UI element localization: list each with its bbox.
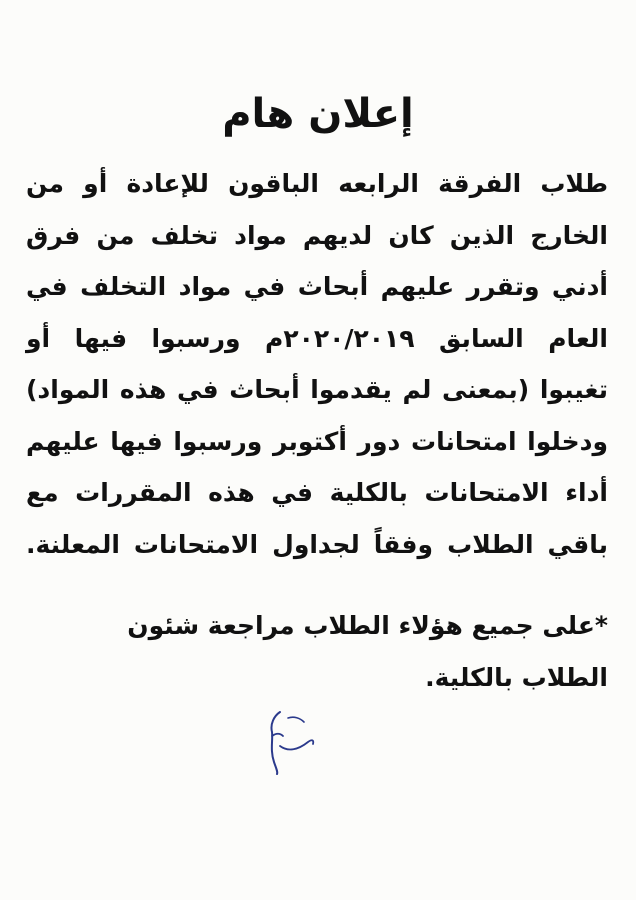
body-line: أداء الامتحانات بالكلية في هذه المقررات مع — [26, 478, 608, 507]
body-line: الخارج الذين كان لديهم مواد تخلف من فرق — [26, 220, 608, 250]
announcement-body — [26, 158, 608, 570]
note-line: *على جميع هؤلاء الطلاب مراجعة شئون — [127, 611, 608, 640]
body-line: أدني وتقرر عليهم أبحاث في مواد التخلف في — [26, 272, 608, 301]
body-line: ودخلوا امتحانات دور أكتوبر ورسبوا فيها عليهم — [26, 426, 608, 456]
announcement-title: إعلان هام — [222, 91, 414, 137]
announcement-note — [26, 600, 608, 703]
body-line: العام السابق ٢٠٢٠/٢٠١٩م ورسبوا فيها أو — [26, 323, 608, 353]
body-line: باقي الطلاب وفقاً لجداول الامتحانات المعلنة. — [26, 529, 608, 559]
handwritten-signature — [250, 706, 320, 776]
body-line: تغيبوا (بمعنى لم يقدموا أبحاث في هذه المواد) — [26, 375, 608, 404]
note-line: الطلاب بالكلية. — [425, 662, 608, 692]
body-line: طلاب الفرقة الرابعه الباقون للإعادة أو من — [26, 169, 608, 198]
